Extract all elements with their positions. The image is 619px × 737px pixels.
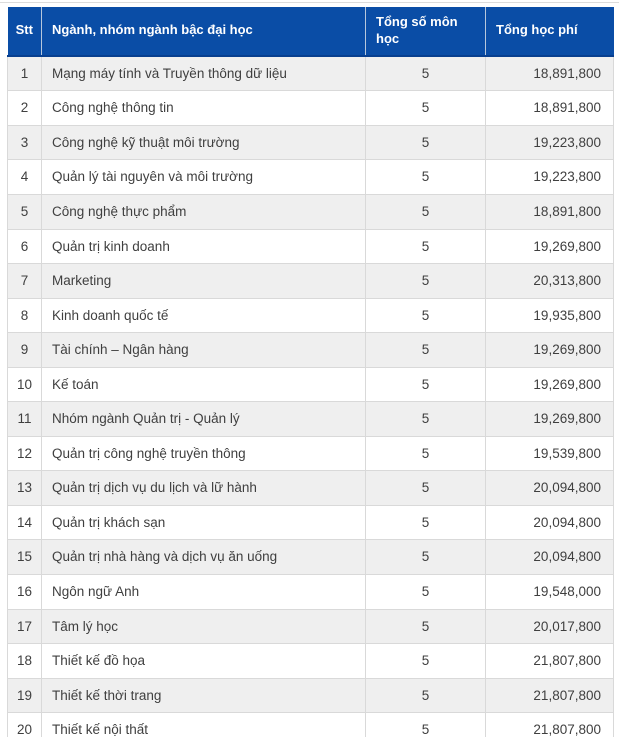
subject-count-cell: 5 (366, 298, 486, 333)
major-name-cell: Marketing (42, 264, 366, 299)
subject-count-cell: 5 (366, 333, 486, 368)
column-header-stt: Stt (8, 7, 42, 56)
subject-count-cell: 5 (366, 229, 486, 264)
major-name-cell: Quản trị nhà hàng và dịch vụ ăn uống (42, 540, 366, 575)
table-row (8, 56, 614, 91)
tuition-cell: 20,313,800 (486, 264, 614, 299)
subject-count-cell: 5 (366, 264, 486, 299)
row-number-cell: 4 (8, 160, 42, 195)
table-row (8, 367, 614, 402)
major-name-cell: Quản trị công nghệ truyền thông (42, 436, 366, 471)
row-number-cell: 10 (8, 367, 42, 402)
top-divider (0, 2, 619, 3)
major-name-cell: Ngôn ngữ Anh (42, 574, 366, 609)
row-number-cell: 20 (8, 713, 42, 737)
major-name-cell: Quản trị kinh doanh (42, 229, 366, 264)
table-row (8, 644, 614, 679)
row-number-cell: 19 (8, 678, 42, 713)
major-name-cell: Thiết kế thời trang (42, 678, 366, 713)
tuition-cell: 19,935,800 (486, 298, 614, 333)
subject-count-cell: 5 (366, 402, 486, 437)
subject-count-cell: 5 (366, 540, 486, 575)
tuition-cell: 19,269,800 (486, 367, 614, 402)
tuition-cell: 20,094,800 (486, 540, 614, 575)
subject-count-cell: 5 (366, 644, 486, 679)
row-number-cell: 17 (8, 609, 42, 644)
row-number-cell: 3 (8, 125, 42, 160)
tuition-cell: 19,269,800 (486, 402, 614, 437)
table-row (8, 471, 614, 506)
row-number-cell: 1 (8, 56, 42, 91)
subject-count-cell: 5 (366, 678, 486, 713)
table-row (8, 436, 614, 471)
tuition-fee-table (7, 7, 614, 737)
tuition-cell: 19,223,800 (486, 125, 614, 160)
major-name-cell: Quản lý tài nguyên và môi trường (42, 160, 366, 195)
major-name-cell: Công nghệ thông tin (42, 91, 366, 126)
subject-count-cell: 5 (366, 125, 486, 160)
row-number-cell: 6 (8, 229, 42, 264)
major-name-cell: Công nghệ kỹ thuật môi trường (42, 125, 366, 160)
table-row (8, 402, 614, 437)
row-number-cell: 16 (8, 574, 42, 609)
subject-count-cell: 5 (366, 91, 486, 126)
table-row (8, 505, 614, 540)
major-name-cell: Thiết kế nội thất (42, 713, 366, 737)
subject-count-cell: 5 (366, 574, 486, 609)
table-row (8, 264, 614, 299)
header-row (8, 7, 614, 56)
subject-count-cell: 5 (366, 436, 486, 471)
table-body (8, 56, 614, 737)
major-name-cell: Tâm lý học (42, 609, 366, 644)
table-row (8, 574, 614, 609)
table-row (8, 91, 614, 126)
subject-count-cell: 5 (366, 160, 486, 195)
row-number-cell: 9 (8, 333, 42, 368)
table-row (8, 713, 614, 737)
table-row (8, 540, 614, 575)
subject-count-cell: 5 (366, 194, 486, 229)
column-header-subject-count: Tổng số môn học (366, 7, 486, 56)
row-number-cell: 14 (8, 505, 42, 540)
table-row (8, 333, 614, 368)
tuition-cell: 19,539,800 (486, 436, 614, 471)
tuition-cell: 19,269,800 (486, 229, 614, 264)
table-row (8, 194, 614, 229)
major-name-cell: Nhóm ngành Quản trị - Quản lý (42, 402, 366, 437)
tuition-cell: 20,017,800 (486, 609, 614, 644)
row-number-cell: 11 (8, 402, 42, 437)
table-row (8, 125, 614, 160)
major-name-cell: Mạng máy tính và Truyền thông dữ liệu (42, 56, 366, 91)
tuition-cell: 18,891,800 (486, 91, 614, 126)
row-number-cell: 5 (8, 194, 42, 229)
row-number-cell: 15 (8, 540, 42, 575)
major-name-cell: Kinh doanh quốc tế (42, 298, 366, 333)
tuition-cell: 18,891,800 (486, 194, 614, 229)
tuition-cell: 19,223,800 (486, 160, 614, 195)
tuition-cell: 18,891,800 (486, 56, 614, 91)
subject-count-cell: 5 (366, 505, 486, 540)
row-number-cell: 13 (8, 471, 42, 506)
table-row (8, 160, 614, 195)
row-number-cell: 2 (8, 91, 42, 126)
major-name-cell: Công nghệ thực phẩm (42, 194, 366, 229)
table-row (8, 609, 614, 644)
row-number-cell: 12 (8, 436, 42, 471)
subject-count-cell: 5 (366, 609, 486, 644)
column-header-tuition: Tổng học phí (486, 7, 614, 56)
table-row (8, 678, 614, 713)
table-header (8, 7, 614, 56)
tuition-table-container (7, 7, 613, 737)
major-name-cell: Quản trị dịch vụ du lịch và lữ hành (42, 471, 366, 506)
row-number-cell: 8 (8, 298, 42, 333)
tuition-cell: 19,269,800 (486, 333, 614, 368)
tuition-cell: 21,807,800 (486, 713, 614, 737)
major-name-cell: Thiết kế đồ họa (42, 644, 366, 679)
table-row (8, 298, 614, 333)
major-name-cell: Quản trị khách sạn (42, 505, 366, 540)
tuition-cell: 21,807,800 (486, 678, 614, 713)
row-number-cell: 18 (8, 644, 42, 679)
table-row (8, 229, 614, 264)
tuition-cell: 21,807,800 (486, 644, 614, 679)
tuition-cell: 20,094,800 (486, 471, 614, 506)
major-name-cell: Tài chính – Ngân hàng (42, 333, 366, 368)
subject-count-cell: 5 (366, 56, 486, 91)
subject-count-cell: 5 (366, 367, 486, 402)
major-name-cell: Kế toán (42, 367, 366, 402)
subject-count-cell: 5 (366, 471, 486, 506)
subject-count-cell: 5 (366, 713, 486, 737)
tuition-cell: 19,548,000 (486, 574, 614, 609)
column-header-major: Ngành, nhóm ngành bậc đại học (42, 7, 366, 56)
tuition-cell: 20,094,800 (486, 505, 614, 540)
row-number-cell: 7 (8, 264, 42, 299)
